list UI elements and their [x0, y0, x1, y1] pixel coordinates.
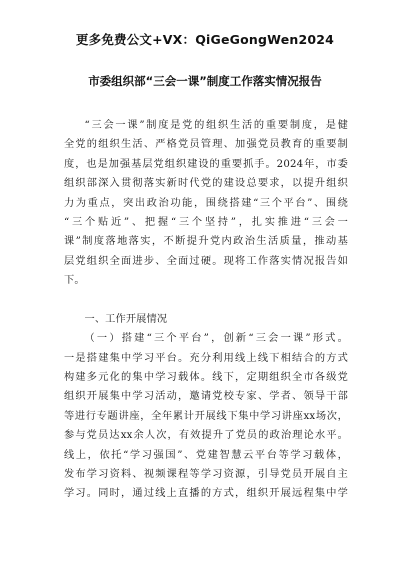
- body-line: 发布学习资料、视频课程等学习资源，引导党员开展自主: [64, 469, 348, 481]
- body-line: 度，也是加强基层党组织建设的重要抓手。2024年，市委: [64, 158, 348, 170]
- body-line: 学习。同时，通过线上直播的方式，组织开展远程集中学: [64, 488, 348, 500]
- body-line: 下。: [64, 275, 85, 287]
- body-line: 层党组织全面进步、全面过硬。现将工作落实情况报告如: [64, 255, 348, 267]
- watermark-header: 更多免费公文+VX：QiGeGongWen2024: [75, 32, 335, 47]
- subsection-heading: （一）搭建“三个平台”，创新“三会一课”形式。: [84, 333, 348, 345]
- body-line: 全党的组织生活、严格党员管理、加强党员教育的重要制: [64, 139, 348, 151]
- body-line: 等进行专题讲座，全年累计开展线下集中学习讲座xx场次，: [64, 410, 348, 422]
- body-line: “三会一课”制度是党的组织生活的重要制度，是健: [84, 120, 348, 131]
- blank-line: [64, 291, 348, 310]
- document-body: [64, 116, 348, 504]
- section-heading: 一、工作开展情况: [84, 313, 168, 325]
- body-line: 组织开展集中学习活动，邀请党校专家、学者、领导干部: [64, 391, 348, 403]
- document-title: 市委组织部“三会一课”制度工作落实情况报告: [88, 74, 322, 88]
- body-line: 参与党员达xx余人次，有效提升了党员的政治理论水平。: [64, 430, 348, 442]
- body-line: 组织部深入贯彻落实新时代党的建设总要求，以提升组织: [64, 178, 348, 190]
- body-line: 力为重点，突出政治功能，围绕搭建“三个平台”、围绕: [64, 197, 348, 209]
- body-line: 一是搭建集中学习平台。充分利用线上线下相结合的方式: [64, 352, 348, 364]
- body-line: “三个贴近”、把握“三个坚持”，扎实推进“三会一: [64, 216, 348, 228]
- body-line: 构建多元化的集中学习载体。线下，定期组织全市各级党: [64, 372, 348, 384]
- body-line: 课”制度落地落实，不断提升党内政治生活质量，推动基: [64, 236, 348, 248]
- body-line: 线上，依托“学习强国”、党建智慧云平台等学习载体，: [64, 449, 348, 461]
